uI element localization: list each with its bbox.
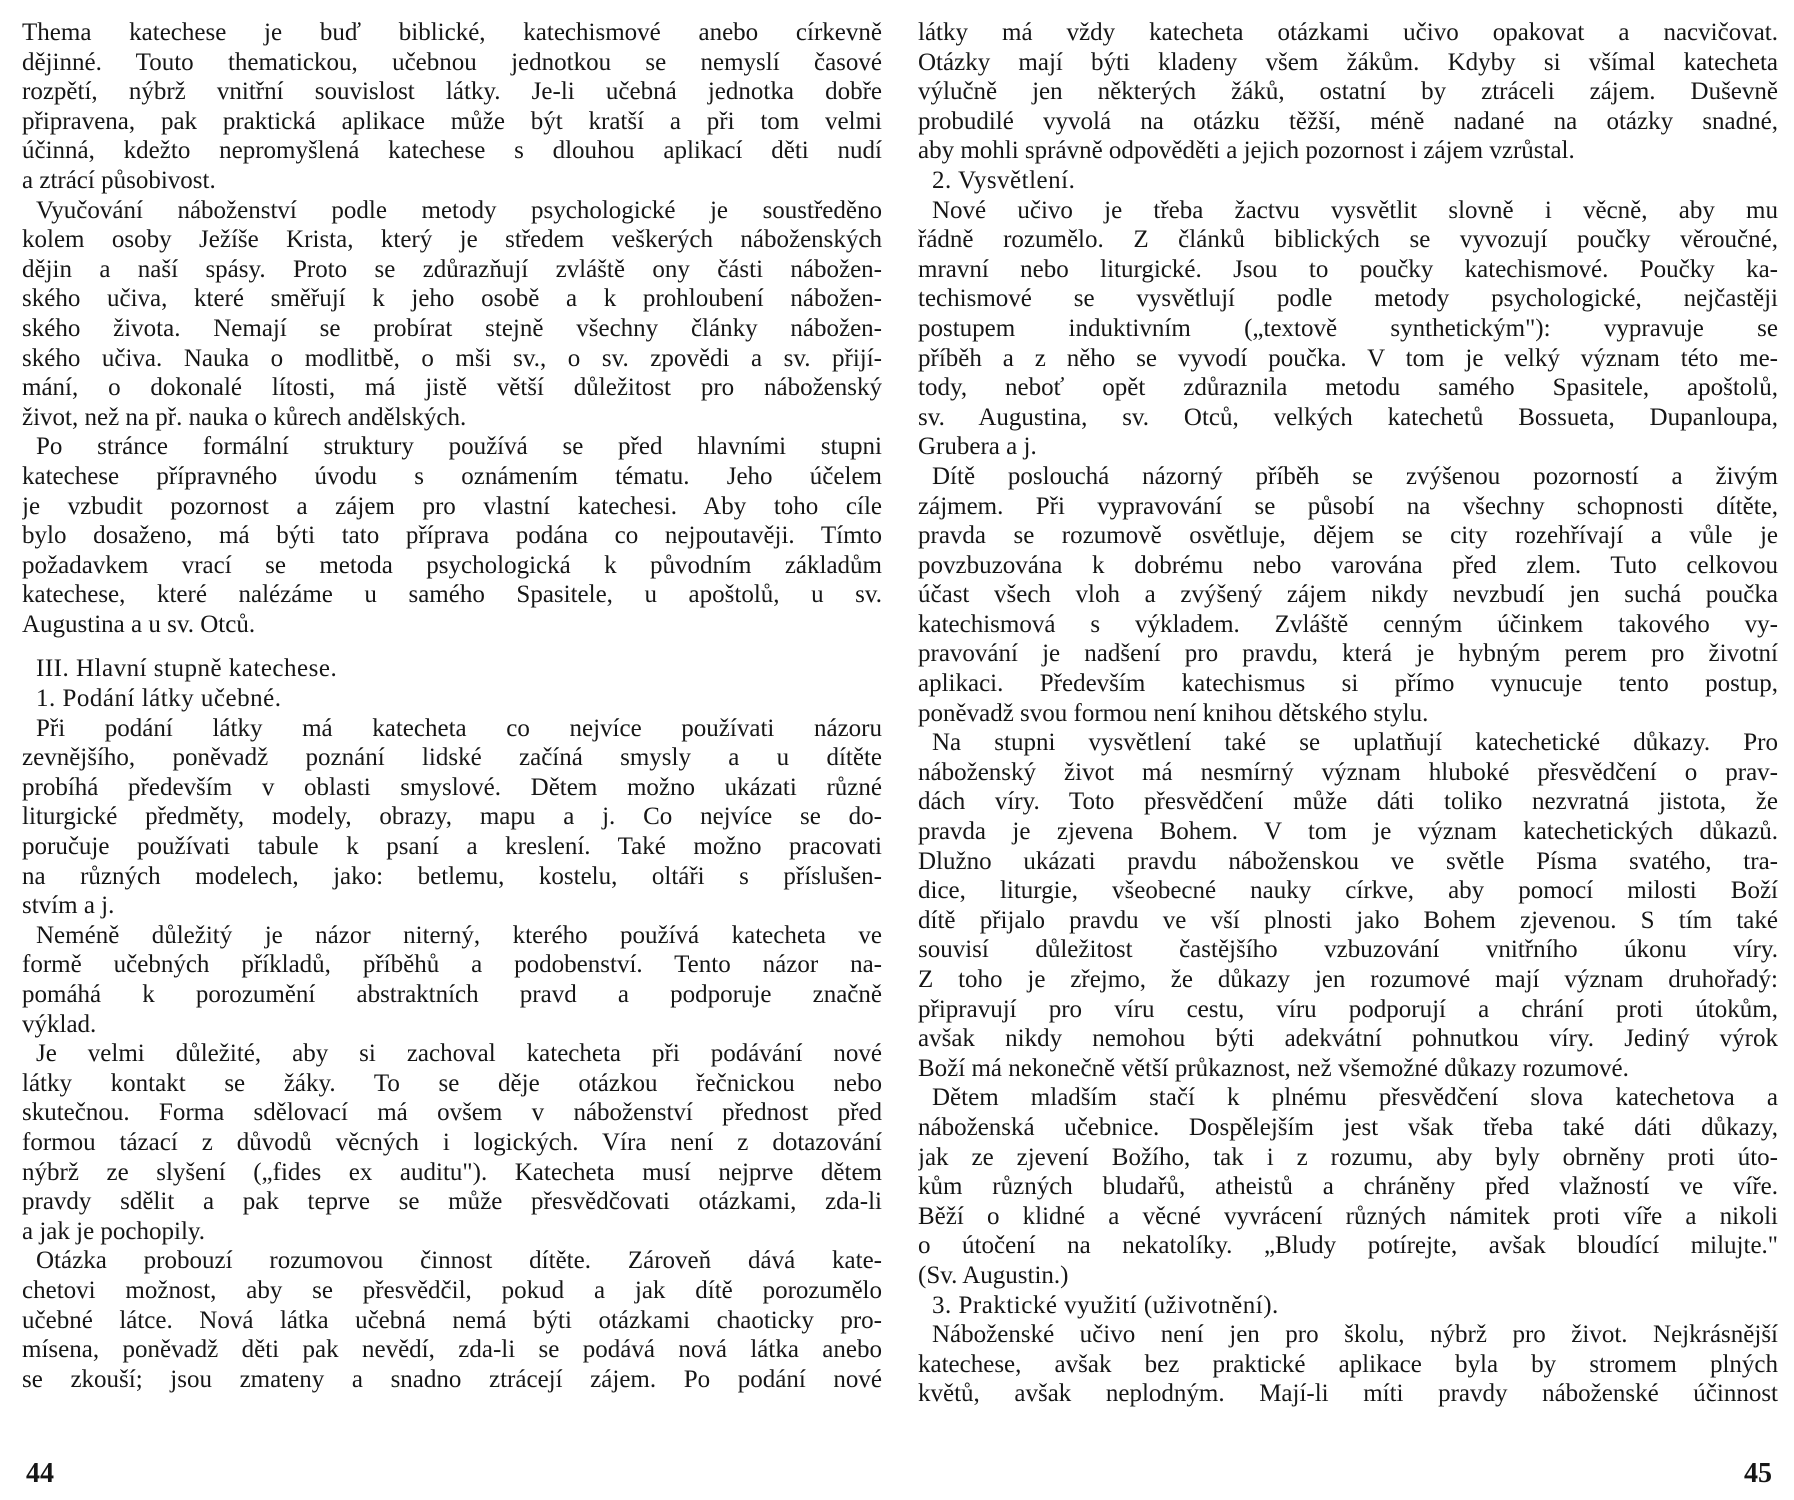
text-line: mísena, poněvadž děti pak nevědí, zda-li se podává nová látka anebo: [22, 1336, 882, 1364]
text-line: stvím a j.: [22, 892, 115, 920]
text-line: Dlužno ukázati pravdu náboženskou ve světle Písma svatého, tra-: [918, 847, 1778, 875]
text-line: bylo dosaženo, má býti tato příprava podána co nejpoutavěji. Tímto: [22, 522, 882, 550]
text-line: pravda je zjevena Bohem. V tom je význam katechetických důkazů.: [918, 818, 1778, 846]
text-line: Dítě poslouchá názorný příběh se zvýšenou pozorností a živým: [932, 462, 1778, 490]
text-line: Dětem mladším stačí k plnému přesvědčení slova katechetova a: [932, 1084, 1778, 1112]
text-line: a jak je pochopily.: [22, 1217, 206, 1245]
text-line: Při podání látky má katecheta co nejvíce používati názoru: [36, 714, 882, 742]
section-gap: [22, 639, 882, 654]
text-line: náboženská učebnice. Dospělejším jest však třeba také dáti důkazy,: [918, 1113, 1778, 1141]
text-line: postupem induktivním („textově synthetickým"): vypravuje se: [918, 314, 1778, 342]
text-line: život, než na př. nauka o kůrech andělských.: [22, 403, 467, 431]
text-line: dějin a naší spásy. Proto se zdůrazňují zvláště ony části nábožen-: [22, 255, 882, 283]
text-line: rozpětí, nýbrž vnitřní souvislost látky. Je-li učebná jednotka dobře: [22, 78, 882, 106]
text-line: dítě přijalo pravdu ve vší plnosti jako Bohem zjevenou. S tím také: [918, 906, 1778, 934]
text-line: o útočení na nekatolíky. „Bludy potírejte, avšak bloudící milujte.": [918, 1232, 1778, 1260]
text-line: sv. Augustina, sv. Otců, velkých katechetů Bossueta, Dupanloupa,: [918, 403, 1778, 431]
text-line: pravdy sdělit a pak teprve se může přesvědčovati otázkami, zda-li: [22, 1188, 882, 1216]
text-line: Běží o klidné a věcné vyvrácení různých námitek proti víře a nikoli: [918, 1202, 1778, 1230]
text-line: Otázky mají býti kladeny všem žákům. Kdyby si všímal katecheta: [918, 48, 1778, 76]
text-line: dice, liturgie, všeobecné nauky církve, aby pomocí milosti Boží: [918, 877, 1778, 905]
text-line: Neméně důležitý je názor niterný, kterého používá katecheta ve: [36, 921, 882, 949]
text-line: požadavkem vrací se metoda psychologická k původním základům: [22, 551, 882, 579]
text-line: pravda se rozumově osvětluje, dějem se city rozehřívají a vůle je: [918, 522, 1778, 550]
page-number-right: 45: [1744, 1458, 1772, 1489]
text-line: Otázka probouzí rozumovou činnost dítěte. Zároveň dává kate-: [36, 1247, 882, 1275]
section-heading: III. Hlavní stupně katechese.: [36, 655, 338, 683]
text-line: skutečnou. Forma sdělovací má ovšem v náboženství přednost před: [22, 1099, 882, 1127]
text-line: Na stupni vysvětlení také se uplatňují katechetické důkazy. Pro: [932, 729, 1778, 757]
text-line: Po stránce formální struktury používá se před hlavními stupni: [36, 433, 882, 461]
subsection-heading: 1. Podání látky učebné.: [36, 685, 282, 713]
text-line: jak ze zjevení Božího, tak i z rozumu, aby byly obrněny proti úto-: [918, 1143, 1778, 1171]
text-line: kolem osoby Ježíše Krista, který je středem veškerých náboženských: [22, 226, 882, 254]
text-line: ského učiva. Nauka o modlitbě, o mši sv., o sv. zpovědi a sv. přijí-: [22, 344, 882, 372]
text-line: formou tázací z důvodů věcných i logických. Víra není z dotazování: [22, 1128, 882, 1156]
text-line: Nové učivo je třeba žactvu vysvětlit slovně i věcně, aby mu: [932, 196, 1778, 224]
text-line: zevnějšího, poněvadž poznání lidské začíná smysly a u dítěte: [22, 744, 882, 772]
page-number-left: 44: [26, 1458, 54, 1489]
text-line: účinná, kdežto nepromyšlená katechese s dlouhou aplikací děti nudí: [22, 137, 882, 165]
text-line: katechismová s výkladem. Zvláště cenným účinkem takového vy-: [918, 610, 1778, 638]
text-line: Je velmi důležité, aby si zachoval katecheta při podávání nové: [36, 1040, 882, 1068]
text-line: souvisí důležitost častějšího vzbuzování vnitřního úkonu víry.: [918, 936, 1778, 964]
text-line: katechese, které nalézáme u samého Spasitele, u apoštolů, u sv.: [22, 581, 882, 609]
text-line: látky kontakt se žáky. To se děje otázkou řečnickou nebo: [22, 1069, 882, 1097]
text-line: poručuje používati tabule k psaní a kreslení. Také možno pracovati: [22, 833, 882, 861]
text-line: dách víry. Toto přesvědčení může dáti toliko nezvratná jistota, že: [918, 788, 1778, 816]
text-line: pravování je nadšení pro pravdu, která je hybným perem pro životní: [918, 640, 1778, 668]
text-line: tody, neboť opět zdůraznila metodu samého Spasitele, apoštolů,: [918, 374, 1778, 402]
text-line: chetovi možnost, aby se přesvědčil, pokud a jak dítě porozumělo: [22, 1276, 882, 1304]
text-line: příběh a z něho se vyvodí poučka. V tom je velký význam této me-: [918, 344, 1778, 372]
text-line: poněvadž svou formou není knihou dětského stylu.: [918, 699, 1429, 727]
text-line: Grubera a j.: [918, 433, 1037, 461]
text-line: probudilé vyvolá na otázku těžší, méně nadané na otázky snadné,: [918, 107, 1778, 135]
text-line: katechese, avšak bez praktické aplikace byla by stromem plných: [918, 1350, 1778, 1378]
text-line: aby mohli správně odpověděti a jejich pozornost i zájem vzrůstal.: [918, 137, 1575, 165]
text-line: připravují pro víru cestu, víru podporují a chrání proti útokům,: [918, 995, 1778, 1023]
text-line: výlučně jen některých žáků, ostatní by ztráceli zájem. Duševně: [918, 78, 1778, 106]
text-line: pomáhá k porozumění abstraktních pravd a podporuje značně: [22, 981, 882, 1008]
text-line: látky má vždy katecheta otázkami učivo opakovat a nacvičovat.: [918, 19, 1778, 46]
text-line: Náboženské učivo není jen pro školu, nýbrž pro život. Nejkrásnější: [932, 1321, 1778, 1349]
text-line: na různých modelech, jako: betlemu, kostelu, oltáři s příslušen-: [22, 862, 882, 890]
text-line: povzbuzována k dobrému nebo varována před zlem. Tuto celkovou: [918, 551, 1778, 579]
text-line: avšak nikdy nemohou býti adekvátní pohnutkou víry. Jediný výrok: [918, 1025, 1778, 1053]
text-line: ského učiva, které směřují k jeho osobě a k prohloubení nábožen-: [22, 285, 882, 313]
subsection-heading: 3. Praktické využití (uživotnění).: [932, 1291, 1279, 1319]
left-page: [22, 18, 882, 1394]
text-line: katechese přípravného úvodu s oznámením tématu. Jeho účelem: [22, 462, 882, 490]
text-line: řádně rozumělo. Z článků biblických se vyvozují poučky věroučné,: [918, 226, 1778, 254]
text-line: dějinné. Touto thematickou, učebnou jednotkou se nemyslí časové: [22, 48, 882, 76]
text-line: učebné látce. Nová látka učebná nemá býti otázkami chaoticky pro-: [22, 1306, 882, 1334]
text-line: mání, o dokonalé lítosti, má jistě větší důležitost pro náboženský: [22, 374, 882, 402]
text-line: náboženský život má nesmírný význam hluboké přesvědčení o prav-: [918, 758, 1778, 786]
subsection-heading: 2. Vysvětlení.: [932, 166, 1076, 194]
text-line: se zkouší; jsou zmateny a snadno ztrácejí zájem. Po podání nové: [22, 1365, 882, 1393]
text-line: Thema katechese je buď biblické, katechismové anebo církevně: [22, 19, 882, 46]
right-page: [918, 18, 1778, 1409]
text-line: aplikaci. Především katechismus si přímo vynucuje tento postup,: [918, 670, 1778, 698]
text-line: je vzbudit pozornost a zájem pro vlastní katechesi. Aby toho cíle: [22, 492, 882, 520]
text-line: zájmem. Při vypravování se působí na všechny schopnosti dítěte,: [918, 492, 1778, 520]
text-line: a ztrácí působivost.: [22, 166, 216, 194]
text-line: kům různých bludařů, atheistů a chráněny před vlažností ve víře.: [918, 1173, 1778, 1201]
text-line: Vyučování náboženství podle metody psychologické je soustředěno: [36, 196, 882, 224]
text-line: Boží má nekonečně větší průkaznost, než všemožné důkazy rozumové.: [918, 1054, 1629, 1082]
text-line: Z toho je zřejmo, že důkazy jen rozumové mají význam druhořadý:: [918, 966, 1778, 993]
text-line: (Sv. Augustin.): [918, 1261, 1069, 1289]
text-line: květů, avšak neplodným. Mají-li míti pravdy náboženské účinnost: [918, 1380, 1778, 1408]
text-line: probíhá především v oblasti smyslové. Dětem možno ukázati různé: [22, 773, 882, 801]
text-line: techismové se vysvětlují podle metody psychologické, nejčastěji: [918, 285, 1778, 313]
text-line: účast všech vloh a zvýšený zájem nikdy nevzbudí jen suchá poučka: [918, 581, 1778, 609]
text-line: Augustina a u sv. Otců.: [22, 610, 256, 638]
text-line: mravní nebo liturgické. Jsou to poučky katechismové. Poučky ka-: [918, 255, 1778, 283]
text-line: výklad.: [22, 1010, 97, 1038]
text-line: ského života. Nemají se probírat stejně všechny články nábožen-: [22, 314, 882, 342]
text-line: připravena, pak praktická aplikace může být kratší a při tom velmi: [22, 107, 882, 135]
text-line: formě učebných příkladů, příběhů a podobenství. Tento názor na-: [22, 951, 882, 979]
text-line: liturgické předměty, modely, obrazy, mapu a j. Co nejvíce se do-: [22, 803, 882, 831]
text-line: nýbrž ze slyšení („fides ex auditu"). Katecheta musí nejprve dětem: [22, 1158, 882, 1186]
